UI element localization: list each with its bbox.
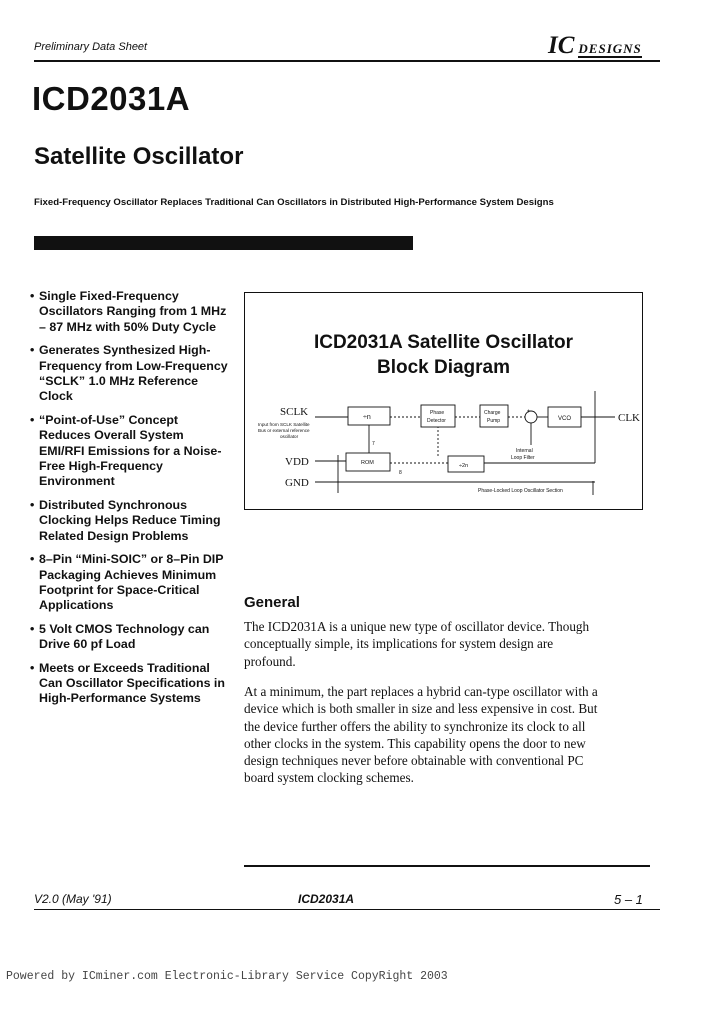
feature-item (30, 413, 230, 490)
paragraph-line: board system clocking schemes. (244, 770, 414, 786)
feature-text: Meets or Exceeds Traditional Can Oscillator Specifications in High-Performance Systems (39, 660, 225, 706)
bullet-icon: • (30, 343, 35, 358)
paragraph-line: other clocks in the system. This capability opens the door to new (244, 735, 586, 751)
feature-item (30, 343, 230, 405)
logo-ic-text: IC (548, 32, 575, 59)
feature-item (30, 622, 230, 653)
clk-label: CLK (618, 412, 640, 424)
paragraph-line: At a minimum, the part replaces a hybrid can-type oscillator with a (244, 684, 598, 699)
feature-item (30, 552, 230, 614)
general-heading: General (244, 594, 300, 611)
footer-part-number: ICD2031A (298, 892, 355, 906)
bullet-icon: • (30, 497, 35, 512)
part-number: ICD2031A (32, 80, 191, 117)
general-paragraph-2 (244, 683, 644, 787)
feature-text: 5 Volt CMOS Technology can Drive 60 pf Load (39, 621, 210, 652)
powered-by-notice: Powered by ICminer.com Electronic-Library Service CopyRight 2003 (6, 970, 448, 983)
footer-rule (34, 909, 660, 910)
sum-text: + (527, 409, 531, 415)
feature-item (30, 661, 230, 707)
bus-width-label-1: 7 (372, 441, 375, 447)
rom-text: ROM (361, 460, 374, 466)
feature-item (30, 498, 230, 544)
paragraph-line: profound. (244, 653, 296, 669)
paragraph-line: The ICD2031A is a unique new type of oscillator device. Though (244, 619, 590, 634)
bullet-icon: • (30, 660, 35, 675)
diagram-title-line2: Block Diagram (376, 357, 511, 378)
feature-text: 8–Pin “Mini-SOIC” or 8–Pin DIP Packaging Achieves Minimum Footprint for Space-Critical Applications (39, 552, 224, 613)
feature-item (30, 289, 230, 335)
charge-pump-text-1: Charge (484, 410, 501, 416)
feature-text: “Point-of-Use” Concept Reduces Overall System EMI/RFI Emissions for a Noise-Free High-Frequency Environment (39, 412, 222, 489)
paragraph-line: the device further offers the ability to synchronize its clock to all (244, 718, 586, 734)
loop-filter-text-1: Internal (516, 448, 533, 454)
input-note-line1: Input from SCLK Satellite (258, 422, 310, 427)
feature-text: Generates Synthesized High-Frequency from Low-Frequency “SCLK” 1.0 MHz Reference Clock (39, 343, 228, 404)
vdd-label: VDD (285, 456, 309, 468)
feature-text: Distributed Synchronous Clocking Helps Reduce Timing Related Design Problems (39, 497, 221, 543)
gnd-label: GND (285, 477, 309, 489)
phase-detector-text-2: Detector (427, 418, 446, 424)
feature-text: Single Fixed-Frequency Oscillators Ranging from 1 MHz – 87 MHz with 50% Duty Cycle (39, 289, 227, 334)
page-subtitle: Fixed-Frequency Oscillator Replaces Traditional Can Oscillators in Distributed High-Performance System Designs (34, 197, 554, 208)
paragraph-line: device which is both smaller in size and less expensive in cost. But (244, 701, 598, 717)
title-bar-decoration (34, 236, 413, 250)
logo-designs-text: DESIGNS (578, 41, 642, 56)
vco-text: VCO (558, 416, 572, 422)
input-note-line3: oscillator (280, 434, 299, 439)
section-rule (244, 865, 650, 867)
block-diagram (244, 292, 643, 510)
input-note-line2: Bus or external reference (258, 428, 310, 433)
phase-detector-text-1: Phase (430, 410, 445, 416)
sclk-label: SCLK (280, 406, 309, 418)
footer-version: V2.0 (May '91) (34, 892, 112, 906)
bullet-icon: • (30, 289, 35, 303)
header-rule (34, 60, 660, 62)
bus-width-label-2: 8 (399, 470, 402, 476)
bullet-icon: • (30, 552, 35, 567)
diagram-svg (245, 293, 642, 509)
bullet-icon: • (30, 412, 35, 427)
paragraph-line: conceptually simple, its implications for system design are (244, 636, 554, 652)
feature-list (30, 289, 230, 715)
loop-filter-text-2: Loop Filter (511, 455, 535, 461)
div-2n-text: ÷2n (459, 463, 469, 469)
bullet-icon: • (30, 621, 35, 636)
diagram-title-line1: ICD2031A Satellite Oscillator (313, 332, 574, 353)
div-n-text: ÷n (363, 414, 371, 421)
paragraph-line: design techniques never before obtainable with conventional PC (244, 753, 584, 769)
pll-section-text: Phase-Locked Loop Oscillator Section (478, 488, 563, 494)
charge-pump-text-2: Pump (487, 418, 501, 424)
page-title: Satellite Oscillator (34, 143, 244, 170)
document-status-label: Preliminary Data Sheet (34, 41, 148, 53)
footer-page-number: 5 – 1 (614, 892, 643, 907)
company-logo (548, 32, 642, 60)
general-paragraph-1 (244, 618, 644, 670)
